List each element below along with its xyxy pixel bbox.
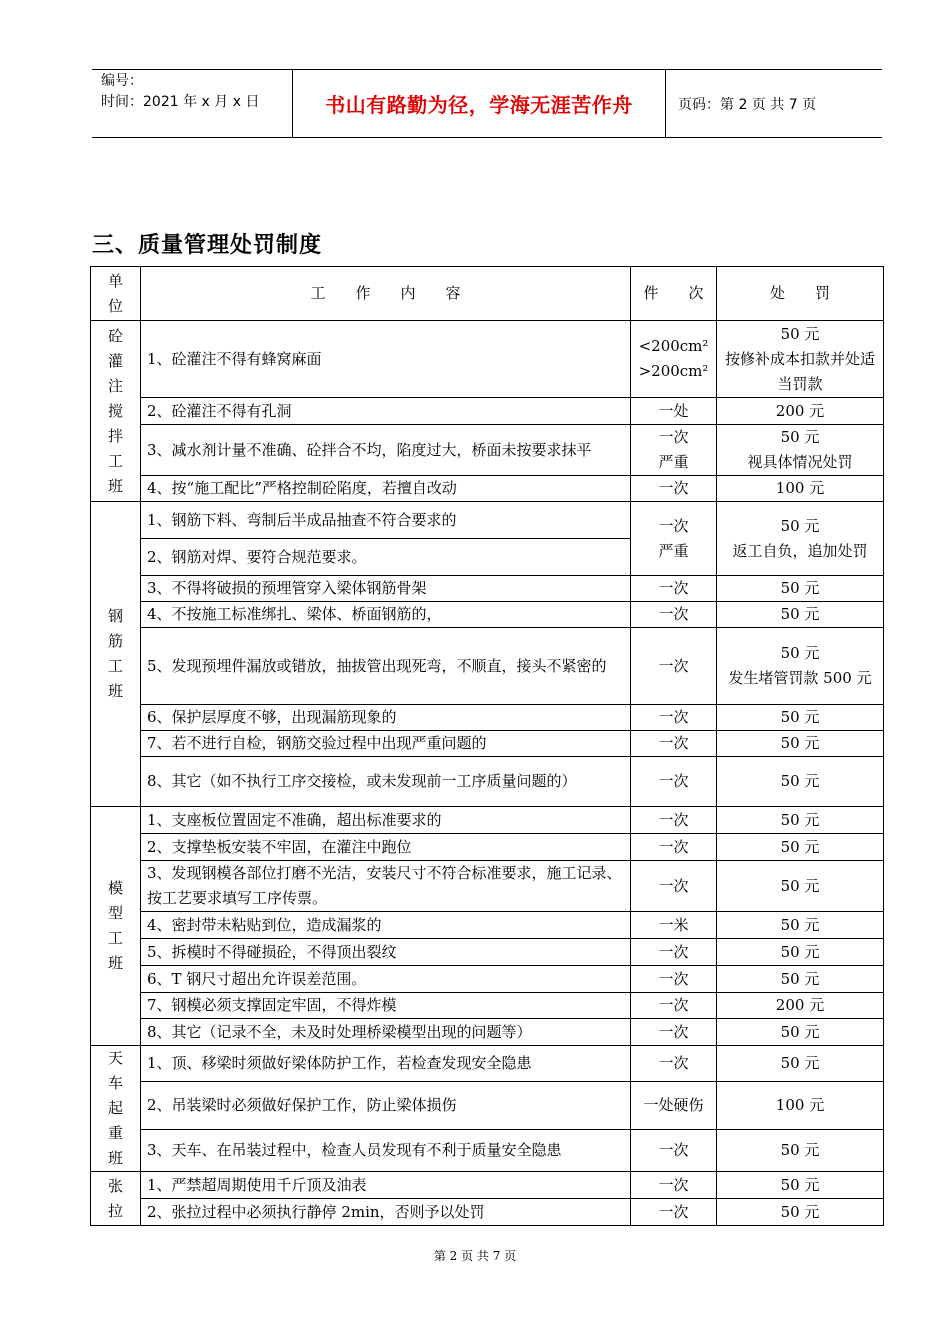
content-cell: 1、严禁超周期使用千斤顶及油表 (141, 1172, 631, 1199)
penalty-cell: 100 元 (717, 476, 884, 502)
table-row (91, 757, 884, 807)
content-cell: 1、支座板位置固定不准确，超出标准要求的 (141, 807, 631, 834)
header-motto: 书山有路勤为径，学海无涯苦作舟 (293, 70, 666, 137)
content-cell: 4、密封带未粘贴到位，造成漏浆的 (141, 912, 631, 939)
penalty-cell: 50 元 (717, 966, 884, 993)
penalty-cell: 200 元 (717, 398, 884, 425)
table-row (91, 502, 884, 539)
count-cell: 一次 (631, 576, 717, 602)
penalty-cell: 50 元 (717, 602, 884, 628)
penalty-cell: 50 元 按修补成本扣款并处适当罚款 (717, 321, 884, 398)
content-cell: 7、若不进行自检，钢筋交验过程中出现严重问题的 (141, 731, 631, 757)
count-cell: 一次 (631, 602, 717, 628)
table-row (91, 1046, 884, 1082)
count-cell: 一次 (631, 1130, 717, 1172)
penalty-cell: 50 元 (717, 939, 884, 966)
penalty-cell: 50 元 (717, 861, 884, 912)
count-cell: 一次 (631, 1046, 717, 1082)
content-cell: 3、不得将破损的预埋管穿入梁体钢筋骨架 (141, 576, 631, 602)
count-cell: <200cm² >200cm² (631, 321, 717, 398)
penalty-cell: 50 元 返工自负，追加处罚 (717, 502, 884, 576)
count-cell: 一次 (631, 628, 717, 705)
content-cell: 2、张拉过程中必须执行静停 2min，否则予以处罚 (141, 1199, 631, 1226)
penalty-cell: 50 元 (717, 731, 884, 757)
unit-cell: 钢筋工班 (91, 502, 141, 807)
table-row (91, 1199, 884, 1226)
penalty-cell: 50 元 (717, 1130, 884, 1172)
content-cell: 2、支撑垫板安装不牢固，在灌注中跑位 (141, 834, 631, 861)
count-cell: 一次 (631, 993, 717, 1019)
penalty-table (90, 266, 884, 1226)
content-cell: 8、其它（记录不全，未及时处理桥梁模型出现的问题等） (141, 1019, 631, 1046)
unit-cell: 张拉 (91, 1172, 141, 1226)
content-cell: 2、钢筋对焊、要符合规范要求。 (141, 539, 631, 576)
penalty-cell: 50 元 (717, 757, 884, 807)
content-cell: 6、T 钢尺寸超出允许误差范围。 (141, 966, 631, 993)
unit-cell: 砼灌注搅拌工班 (91, 321, 141, 502)
content-cell: 1、砼灌注不得有蜂窝麻面 (141, 321, 631, 398)
number-label: 编号： (101, 73, 143, 89)
count-cell: 一次 (631, 834, 717, 861)
section-title: 三、质量管理处罚制度 (92, 232, 323, 258)
content-cell: 1、顶、移梁时须做好梁体防护工作，若检查发现安全隐患 (141, 1046, 631, 1082)
header-meta (92, 70, 293, 137)
count-cell: 一次 (631, 861, 717, 912)
count-cell: 一次 严重 (631, 502, 717, 576)
penalty-cell: 100 元 (717, 1082, 884, 1130)
penalty-cell: 50 元 (717, 1019, 884, 1046)
penalty-cell: 50 元 (717, 1046, 884, 1082)
table-row (91, 807, 884, 834)
table-row (91, 834, 884, 861)
penalty-cell: 50 元 (717, 705, 884, 731)
table-row (91, 576, 884, 602)
header-count: 件 次 (631, 267, 717, 321)
table-row (91, 321, 884, 398)
table-row (91, 602, 884, 628)
count-cell: 一次 严重 (631, 425, 717, 476)
count-cell: 一次 (631, 966, 717, 993)
penalty-cell: 50 元 (717, 834, 884, 861)
content-cell: 4、不按施工标准绑扎、梁体、桥面钢筋的， (141, 602, 631, 628)
content-cell: 3、发现钢模各部位打磨不光洁，安装尺寸不符合标准要求，施工记录、按工艺要求填写工序传票。 (141, 861, 631, 912)
penalty-cell: 50 元 (717, 912, 884, 939)
count-cell: 一次 (631, 1199, 717, 1226)
count-cell: 一次 (631, 807, 717, 834)
count-cell: 一处硬伤 (631, 1082, 717, 1130)
table-row (91, 398, 884, 425)
table-row (91, 1082, 884, 1130)
penalty-cell: 50 元 (717, 1172, 884, 1199)
content-cell: 2、砼灌注不得有孔洞 (141, 398, 631, 425)
count-cell: 一次 (631, 1172, 717, 1199)
header-content: 工 作 内 容 (141, 267, 631, 321)
count-cell: 一米 (631, 912, 717, 939)
header-penalty: 处 罚 (717, 267, 884, 321)
table-row (91, 731, 884, 757)
content-cell: 3、天车、在吊装过程中，检查人员发现有不利于质量安全隐患 (141, 1130, 631, 1172)
penalty-cell: 50 元 (717, 807, 884, 834)
count-cell: 一次 (631, 476, 717, 502)
content-cell: 4、按“施工配比”严格控制砼陷度，若擅自改动 (141, 476, 631, 502)
time-label: 时间：2021 年 x 月 x 日 (101, 94, 260, 110)
content-cell: 2、吊装梁时必须做好保护工作，防止梁体损伤 (141, 1082, 631, 1130)
page-header (92, 69, 882, 138)
content-cell: 7、钢模必须支撑固定牢固，不得炸模 (141, 993, 631, 1019)
count-cell: 一次 (631, 939, 717, 966)
table-row (91, 628, 884, 705)
table-row (91, 1019, 884, 1046)
table-row (91, 705, 884, 731)
table-row (91, 912, 884, 939)
table-row (91, 993, 884, 1019)
table-row (91, 1130, 884, 1172)
count-cell: 一次 (631, 757, 717, 807)
table-header-row (91, 267, 884, 321)
penalty-cell: 50 元 视具体情况处罚 (717, 425, 884, 476)
unit-cell: 天车起重班 (91, 1046, 141, 1172)
content-cell: 5、发现预埋件漏放或错放，抽拔管出现死弯，不顺直，接头不紧密的 (141, 628, 631, 705)
page-footer: 第 2 页 共 7 页 (433, 1249, 517, 1263)
content-cell: 1、钢筋下料、弯制后半成品抽查不符合要求的 (141, 502, 631, 539)
header-unit: 单位 (91, 267, 141, 321)
count-cell: 一次 (631, 731, 717, 757)
table-row (91, 476, 884, 502)
content-cell: 5、拆模时不得碰损砼，不得顶出裂纹 (141, 939, 631, 966)
content-cell: 3、减水剂计量不准确、砼拌合不均，陷度过大，桥面未按要求抹平 (141, 425, 631, 476)
count-cell: 一次 (631, 705, 717, 731)
penalty-cell: 50 元 (717, 576, 884, 602)
penalty-cell: 50 元 发生堵管罚款 500 元 (717, 628, 884, 705)
content-cell: 6、保护层厚度不够，出现漏筋现象的 (141, 705, 631, 731)
penalty-cell: 200 元 (717, 993, 884, 1019)
table-row (91, 966, 884, 993)
table-row (91, 425, 884, 476)
content-cell: 8、其它（如不执行工序交接检，或未发现前一工序质量问题的） (141, 757, 631, 807)
count-cell: 一次 (631, 1019, 717, 1046)
table-row (91, 939, 884, 966)
penalty-cell: 50 元 (717, 1199, 884, 1226)
table-row (91, 1172, 884, 1199)
table-row (91, 861, 884, 912)
count-cell: 一处 (631, 398, 717, 425)
unit-cell: 模型工班 (91, 807, 141, 1046)
table-body (91, 321, 884, 1226)
header-page-info: 页码：第 2 页 共 7 页 (678, 96, 817, 113)
